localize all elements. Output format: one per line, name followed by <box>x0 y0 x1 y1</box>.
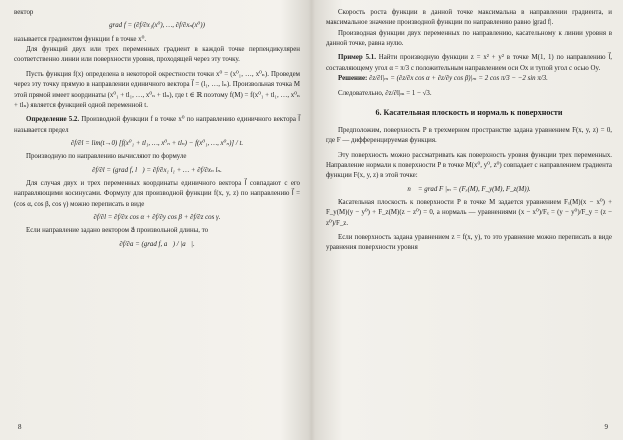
definition-label: Определение 5.2. <box>26 116 80 124</box>
example-text: Найти производную функции z = x² + y² в точке M(1, 1) по направлению l⃗, составляющему угол α = π/3 с положительным направлением оси Ox и тупой угол с осью Oy. <box>326 54 612 72</box>
directional-derivative-formula: ∂f/∂l = (grad f, l⃗) = ∂f/∂x₁ l₁ + … + ∂f/∂xₙ lₙ. <box>92 166 222 174</box>
paragraph: Пусть функция f(x) определена в некоторой окрестности точки x⁰ = (x⁰₁, …, x⁰ₙ). Проведем через эту точку прямую в направлении единичного вектора l⃗ = (l₁, …, lₙ). Произвольная точка M этой прямой имеет координаты (x⁰₁ + tl₁, …, x⁰ₙ + tlₙ), где t ∈ ℝ поэтому f(M) = f(x⁰₁ + tl₁, …, x⁰ₙ + tlₙ) является функцией одной переменной t. <box>14 70 300 109</box>
paragraph: Эту поверхность можно рассматривать как поверхность уровня функции трех переменных. Направление нормали к поверхности P в точке M(x⁰, y⁰, z⁰) совпадает с направлением градиента функции F(x, y, z) в этой точке: <box>326 151 612 180</box>
top-word: вектор <box>14 9 34 16</box>
definition-paragraph <box>14 115 300 136</box>
example-paragraph <box>326 53 612 74</box>
consequence-line: Следовательно, ∂z/∂l|ₘ = 1 − √3. <box>338 89 432 97</box>
paragraph: Скорость роста функции в данной точке максимальна в направлении градиента, и максимальное значение производной функции по направлению равно |grad f|. <box>326 9 612 27</box>
example-label: Пример 5.1. <box>338 54 376 62</box>
definition-text: Производной функции f в точке x⁰ по направлению единичного вектора l⃗ называется предел <box>14 116 301 134</box>
solution-paragraph <box>326 74 612 84</box>
paragraph: Производная функции двух переменных по направлению, касательному к линии уровня в данной точке, равна нулю. <box>326 29 612 48</box>
page-number-left: 8 <box>18 422 22 431</box>
left-page <box>14 8 300 432</box>
solution-text: ∂z/∂l|ₘ = (∂z/∂x cos α + ∂z/∂y cos β)|ₘ = 2 cos π/3 − −2 sin π/3. <box>369 75 548 83</box>
paragraph: Производную по направлению вычисляют по формуле <box>26 153 187 161</box>
paragraph: называется градиентом функции f в точке x⁰. <box>14 35 147 43</box>
gradient-formula: grad f = (∂f/∂x₁(x⁰), …, ∂f/∂xₙ(x⁰)) <box>109 22 205 30</box>
solution-label: Решение: <box>338 75 368 83</box>
normal-vector-formula: n⃗ = grad F |ₘ = (Fₓ(M), F_y(M), F_z(M)). <box>407 185 531 193</box>
page-number-right: 9 <box>604 422 608 431</box>
paragraph: Для функций двух или трех переменных градиент в каждой точке перпендикулярен соответственно линии или поверхности уровня, проходящей через эту точку. <box>14 46 300 64</box>
direction-cosines-formula: ∂f/∂l = ∂f/∂x cos α + ∂f/∂y cos β + ∂f/∂z cos γ. <box>93 214 221 222</box>
paragraph: Если направление задано вектором a⃗ произвольной длины, то <box>26 227 209 235</box>
directional-derivative-limit: ∂f/∂l = lim(t→0) [f(x⁰₁ + tl₁, …, x⁰ₙ + tlₙ) − f(x⁰₁, …, x⁰ₙ)] / t. <box>70 139 244 147</box>
paragraph: Предположим, поверхность P в трехмерном пространстве задана уравнением F(x, y, z) = 0, где F — дифференцируемая функция. <box>326 126 612 145</box>
arbitrary-vector-formula: ∂f/∂a = (grad f, a⃗) / |a⃗|. <box>119 240 195 248</box>
paragraph: Касательная плоскость к поверхности P в точке M задается уравнением Fₓ(M)(x − x⁰) + F_y(M)(y − y⁰) + F_z(M)(z − z⁰) = 0, а нормаль — уравнениями (x − x⁰)/Fₓ = (y − y⁰)/F_y = (z − z⁰)/F_z. <box>326 199 612 227</box>
right-page <box>326 8 612 432</box>
paragraph: Если поверхность задана уравнением z = f(x, y), то это уравнение можно переписать в виде уравнения поверхности уровня <box>326 234 612 252</box>
section-title: 6. Касательная плоскость и нормаль к поверхности <box>375 107 563 117</box>
paragraph: Для случая двух и трех переменных координаты единичного вектора l⃗ совпадают с его направляющими косинусами. Формулу для производной функции f(x, y, z) по направлению l⃗ = (cos α, cos β, cos γ) можно переписать в виде <box>14 180 300 208</box>
